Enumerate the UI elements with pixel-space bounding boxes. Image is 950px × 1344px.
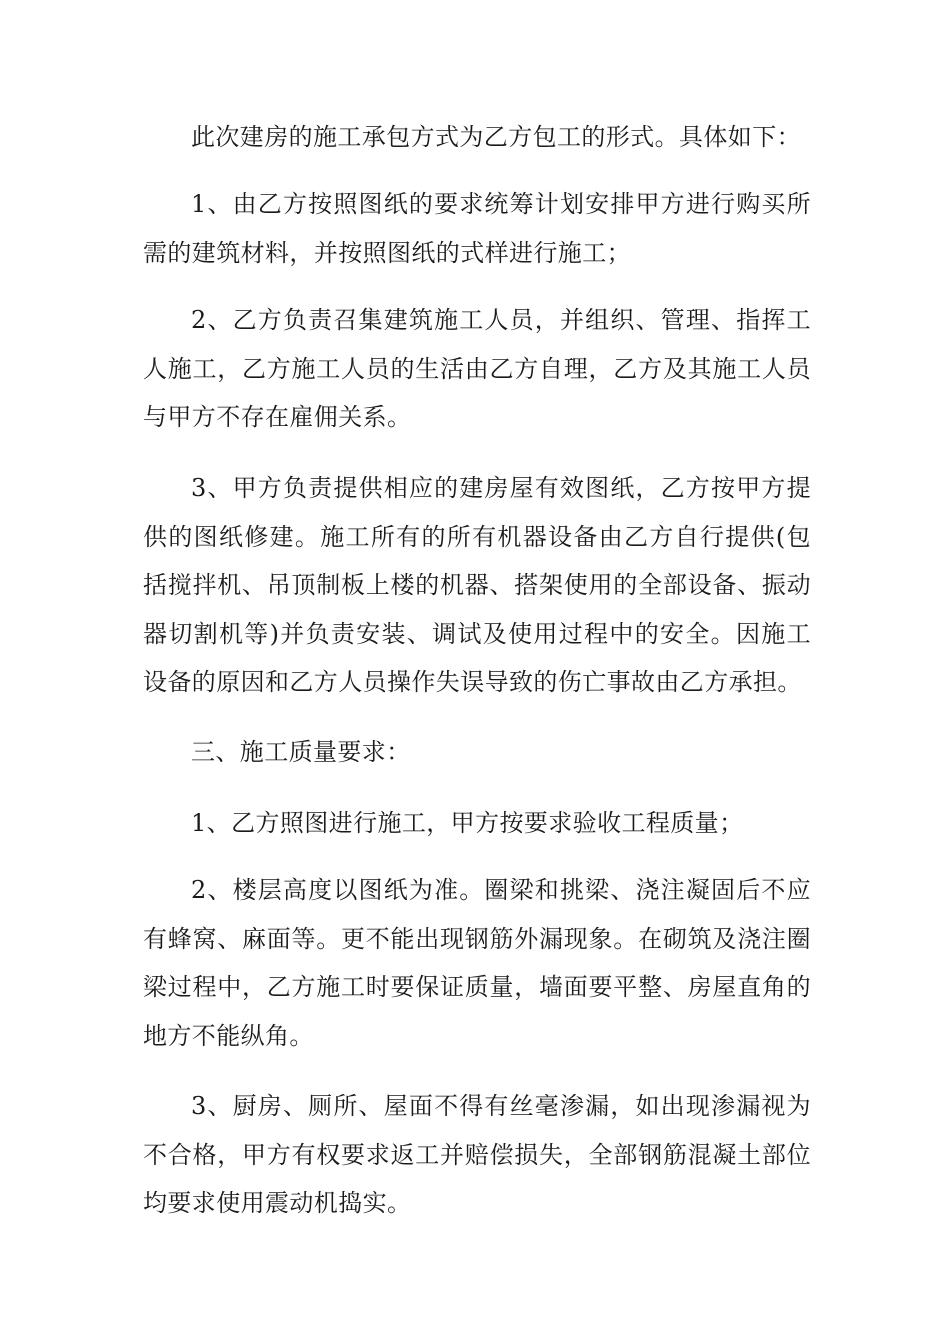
paragraph-quality-1: 1、乙方照图进行施工，甲方按要求验收工程质量； xyxy=(191,809,744,837)
paragraph-item-3: 3、甲方负责提供相应的建房屋有效图纸，乙方按甲方提供的图纸修建。施工所有的所有机器设备由乙方自行提供(包括搅拌机、吊顶制板上楼的机器、搭架使用的全部设备、振动器切割机等)并负责安装、调试及使用过程中的安全。因施工设备的原因和乙方人员操作失误导致的伤亡事故由乙方承担。 xyxy=(143,474,811,696)
paragraph-quality-2: 2、楼层高度以图纸为准。圈梁和挑梁、浇注凝固后不应有蜂窝、麻面等。更不能出现钢筋外漏现象。在砌筑及浇注圈梁过程中，乙方施工时要保证质量，墙面要平整、房屋直角的地方不能纵角。 xyxy=(143,876,811,1050)
paragraph-item-1: 1、由乙方按照图纸的要求统筹计划安排甲方进行购买所需的建筑材料，并按照图纸的式样进行施工； xyxy=(143,190,811,267)
paragraph-intro: 此次建房的施工承包方式为乙方包工的形式。具体如下： xyxy=(191,123,801,151)
paragraph-item-2: 2、乙方负责召集建筑施工人员，并组织、管理、指挥工人施工，乙方施工人员的生活由乙方自理，乙方及其施工人员与甲方不存在雇佣关系。 xyxy=(143,306,811,431)
section-heading-quality: 三、施工质量要求： xyxy=(191,738,411,766)
paragraph-quality-3: 3、厨房、厕所、屋面不得有丝毫渗漏，如出现渗漏视为不合格，甲方有权要求返工并赔偿损失，全部钢筋混凝土部位均要求使用震动机捣实。 xyxy=(143,1092,811,1217)
